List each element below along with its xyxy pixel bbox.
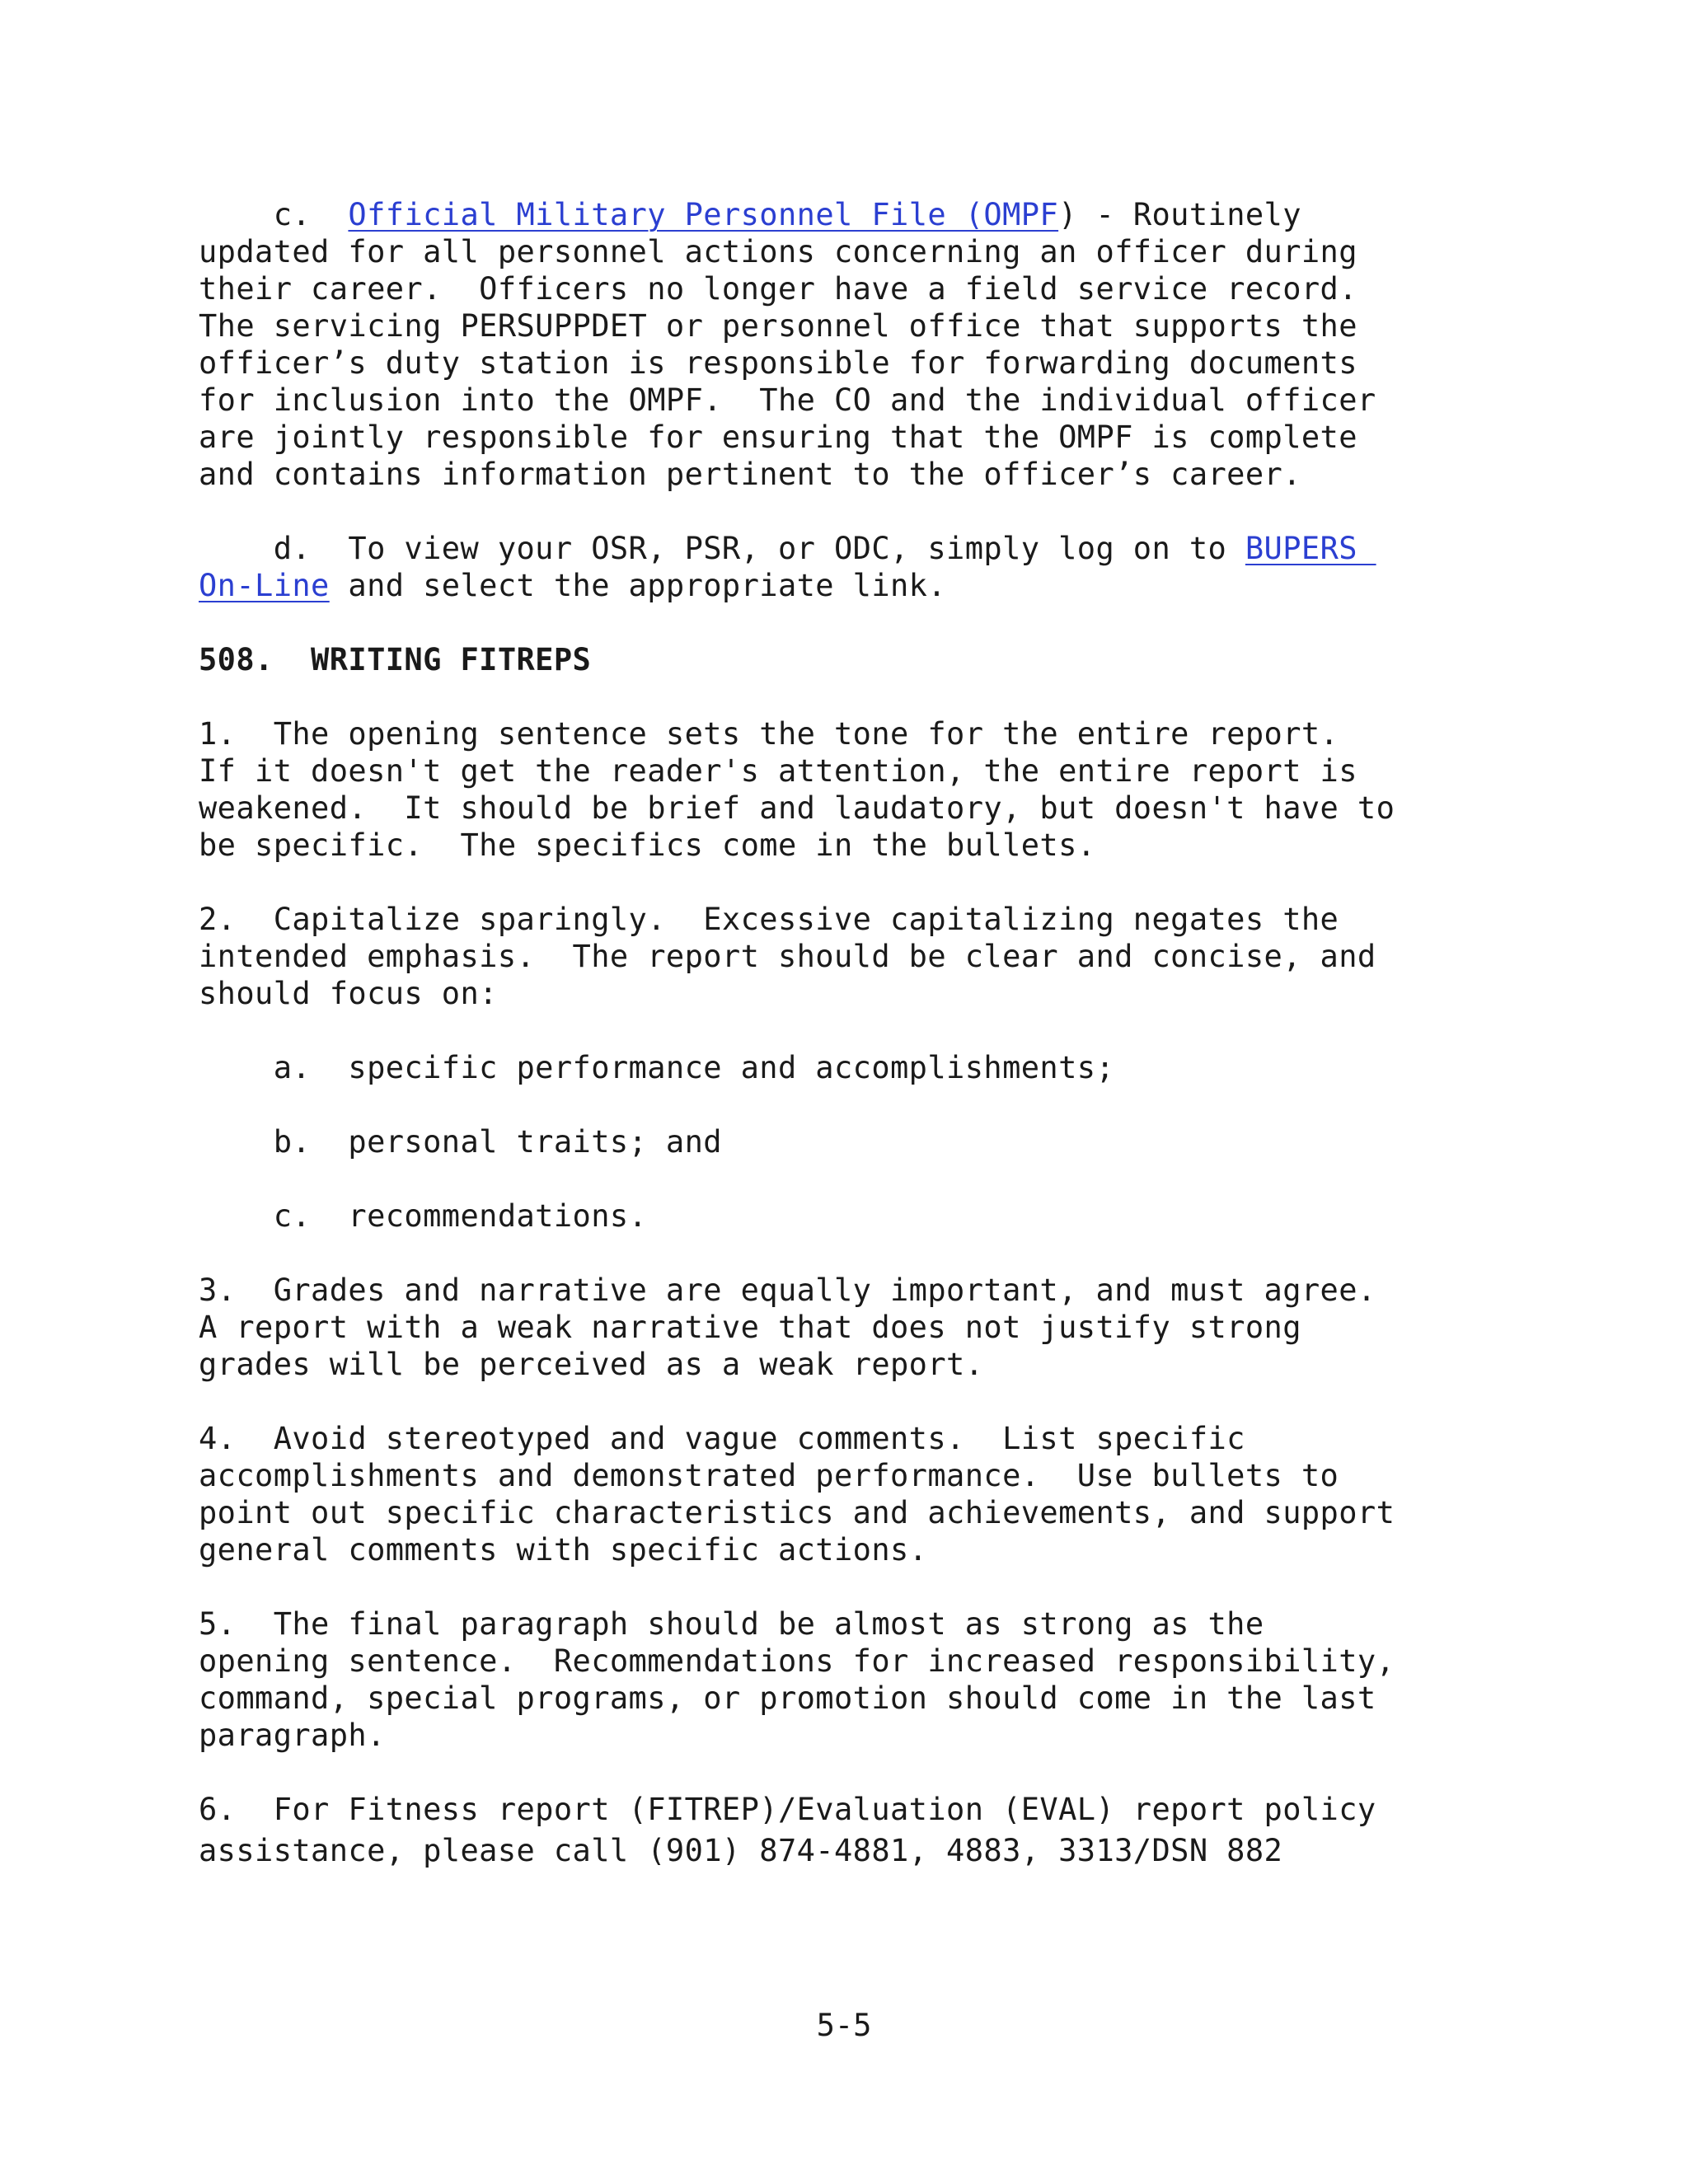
para-c-line-3: The servicing PERSUPPDET or personnel office that supports the <box>199 308 1357 344</box>
item-6-line-0: 6. For Fitness report (FITREP)/Evaluation (EVAL) report policy <box>199 1792 1376 1827</box>
para-c-line-0 <box>199 196 1301 233</box>
item-4-line-1: accomplishments and demonstrated performance. Use bullets to <box>199 1458 1339 1493</box>
para-c-after-link: ) - Routinely <box>1058 197 1301 232</box>
item-5-line-0: 5. The final paragraph should be almost as strong as the <box>199 1606 1264 1642</box>
subitem-a: a. specific performance and accomplishments; <box>199 1050 1115 1085</box>
item-6-line-1: assistance, please call (901) 874-4881, 4883, 3313/DSN 882 <box>199 1833 1283 1868</box>
para-d-line-0 <box>199 530 1376 567</box>
section-heading: 508. WRITING FITREPS <box>199 642 592 677</box>
item-5-line-2: command, special programs, or promotion should come in the last <box>199 1680 1376 1716</box>
para-d-line-1 <box>199 567 946 604</box>
item-1-line-0: 1. The opening sentence sets the tone for the entire report. <box>199 716 1339 752</box>
para-c-indent: c. <box>199 197 349 232</box>
para-c-line-5: for inclusion into the OMPF. The CO and the individual officer <box>199 382 1376 418</box>
para-d-text-2: and select the appropriate link. <box>329 568 947 603</box>
item-2-line-1: intended emphasis. The report should be clear and concise, and <box>199 939 1376 974</box>
para-c-line-6: are jointly responsible for ensuring that the OMPF is complete <box>199 419 1357 455</box>
item-2-line-2: should focus on: <box>199 976 498 1011</box>
item-1-line-1: If it doesn't get the reader's attention, the entire report is <box>199 753 1357 789</box>
item-4-line-0: 4. Avoid stereotyped and vague comments. List specific <box>199 1421 1245 1456</box>
bupers-online-link-part1[interactable]: BUPERS <box>1245 531 1376 566</box>
para-d-text-1: d. To view your OSR, PSR, or ODC, simply log on to <box>199 531 1245 566</box>
para-c-line-1: updated for all personnel actions concerning an officer during <box>199 234 1357 269</box>
item-5-line-1: opening sentence. Recommendations for increased responsibility, <box>199 1643 1395 1679</box>
item-3-line-1: A report with a weak narrative that does not justify strong <box>199 1310 1301 1345</box>
page-number: 5-5 <box>816 2008 872 2043</box>
item-3-line-2: grades will be perceived as a weak report. <box>199 1347 984 1382</box>
subitem-b: b. personal traits; and <box>199 1124 722 1160</box>
item-4-line-3: general comments with specific actions. <box>199 1532 928 1568</box>
para-c-line-4: officer’s duty station is responsible for forwarding documents <box>199 345 1357 381</box>
item-4-line-2: point out specific characteristics and achievements, and support <box>199 1495 1395 1530</box>
subitem-c: c. recommendations. <box>199 1198 648 1234</box>
bupers-online-link-part2[interactable]: On-Line <box>199 568 330 603</box>
item-2-line-0: 2. Capitalize sparingly. Excessive capitalizing negates the <box>199 902 1339 937</box>
para-c-line-7: and contains information pertinent to the officer’s career. <box>199 457 1301 492</box>
ompf-link[interactable]: Official Military Personnel File (OMPF <box>348 197 1059 232</box>
para-c-line-2: their career. Officers no longer have a field service record. <box>199 271 1357 307</box>
item-3-line-0: 3. Grades and narrative are equally important, and must agree. <box>199 1272 1376 1308</box>
item-5-line-3: paragraph. <box>199 1718 386 1753</box>
item-1-line-3: be specific. The specifics come in the bullets. <box>199 827 1096 863</box>
item-1-line-2: weakened. It should be brief and laudatory, but doesn't have to <box>199 790 1395 826</box>
